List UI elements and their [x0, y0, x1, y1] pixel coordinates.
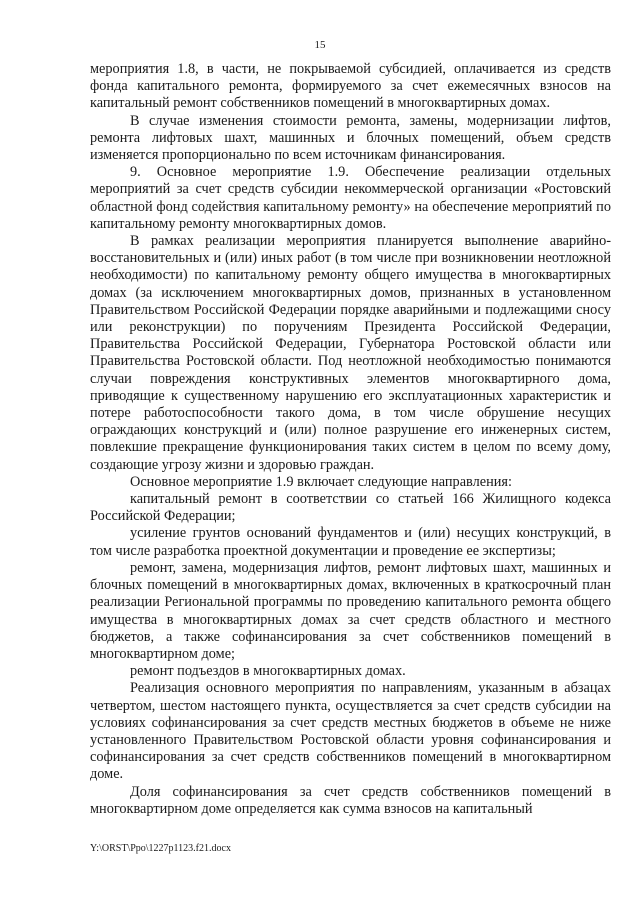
paragraph-direction-foundations: усиление грунтов оснований фундаментов и (или) несущих конструкций, в том числе разработка проектной документации и проведение ее экспертизы; [90, 525, 611, 559]
footer-file-path: Y:\ORST\Ppo\1227p1123.f21.docx [90, 843, 231, 854]
paragraph-implementation: Реализация основного мероприятия по направлениям, указанным в абзацах четвертом, шестом настоящего пункта, осуществляется за счет средств субсидии на условиях софинансирования за счет средств местных бюджетов в объеме не ниже установленного Правительством Ростовской области уровня софинансирования и софинансирования за счет средств собственников помещений в многоквартирном доме. [90, 680, 611, 783]
paragraph-emergency-works: В рамках реализации мероприятия планируется выполнение аварийно-восстановительных и (или) иных работ (в том числе при возникновении неотложной необходимости) по капитальному ремонту общего имущества в многоквартирных домах (за исключением многоквартирных домов, признанных в установленном Правительством Российской Федерации порядке аварийными и подлежащими сносу или реконструкции) по поручениям Президента Российской Федерации, Правительства Российской Федерации, Губернатора Ростовской области или Правительства Ростовской области. Под неотложной необходимостью понимаются случаи повреждения конструктивных элементов многоквартирного дома, приводящие к существенному нарушению его эксплуатационных характеристик и потере работоспособности такого дома, в том числе обрушение несущих ограждающих конструкций и (или) полное разрушение его инженерных систем, повлекшие прекращение функционирования таких систем в целом по всему дому, создающие угрозу жизни и здоровью граждан. [90, 233, 611, 473]
paragraph-direction-entrances: ремонт подъездов в многоквартирных домах. [130, 663, 406, 680]
document-body [90, 61, 611, 818]
paragraph-continuation: мероприятия 1.8, в части, не покрываемой субсидией, оплачивается из средств фонда капитального ремонта, формируемого за счет ежемесячных взносов на капитальный ремонт собственников помещений в многоквартирных домах. [90, 61, 611, 112]
paragraph-cost-change: В случае изменения стоимости ремонта, замены, модернизации лифтов, ремонта лифтовых шахт, машинных и блочных помещений, объем средств изменяется пропорционально по всем источникам финансирования. [90, 112, 611, 164]
paragraph-direction-capital-repair: капитальный ремонт в соответствии со статьей 166 Жилищного кодекса Российской Федерации; [90, 491, 611, 525]
paragraph-directions-intro: Основное мероприятие 1.9 включает следующие направления: [130, 473, 512, 490]
page-number: 15 [314, 39, 326, 51]
paragraph-owner-share: Доля софинансирования за счет средств собственников помещений в многоквартирном доме определяется как сумма взносов на капитальный [90, 783, 611, 817]
paragraph-measure-1-9-heading: 9. Основное мероприятие 1.9. Обеспечение реализации отдельных мероприятий за счет средств субсидии некоммерческой организации «Ростовский областной фонд содействия капитальному ремонту» на обеспечение мероприятий по капитальному ремонту многоквартирных домов. [90, 164, 611, 232]
paragraph-direction-lifts: ремонт, замена, модернизация лифтов, ремонт лифтовых шахт, машинных и блочных помещений в многоквартирных домах, включенных в краткосрочный план реализации Региональной программы по проведению капитального ремонта общего имущества в многоквартирных домах за счет средств областного и местного бюджетов, а также софинансирования за счет собственников помещений в многоквартирном доме; [90, 559, 611, 662]
